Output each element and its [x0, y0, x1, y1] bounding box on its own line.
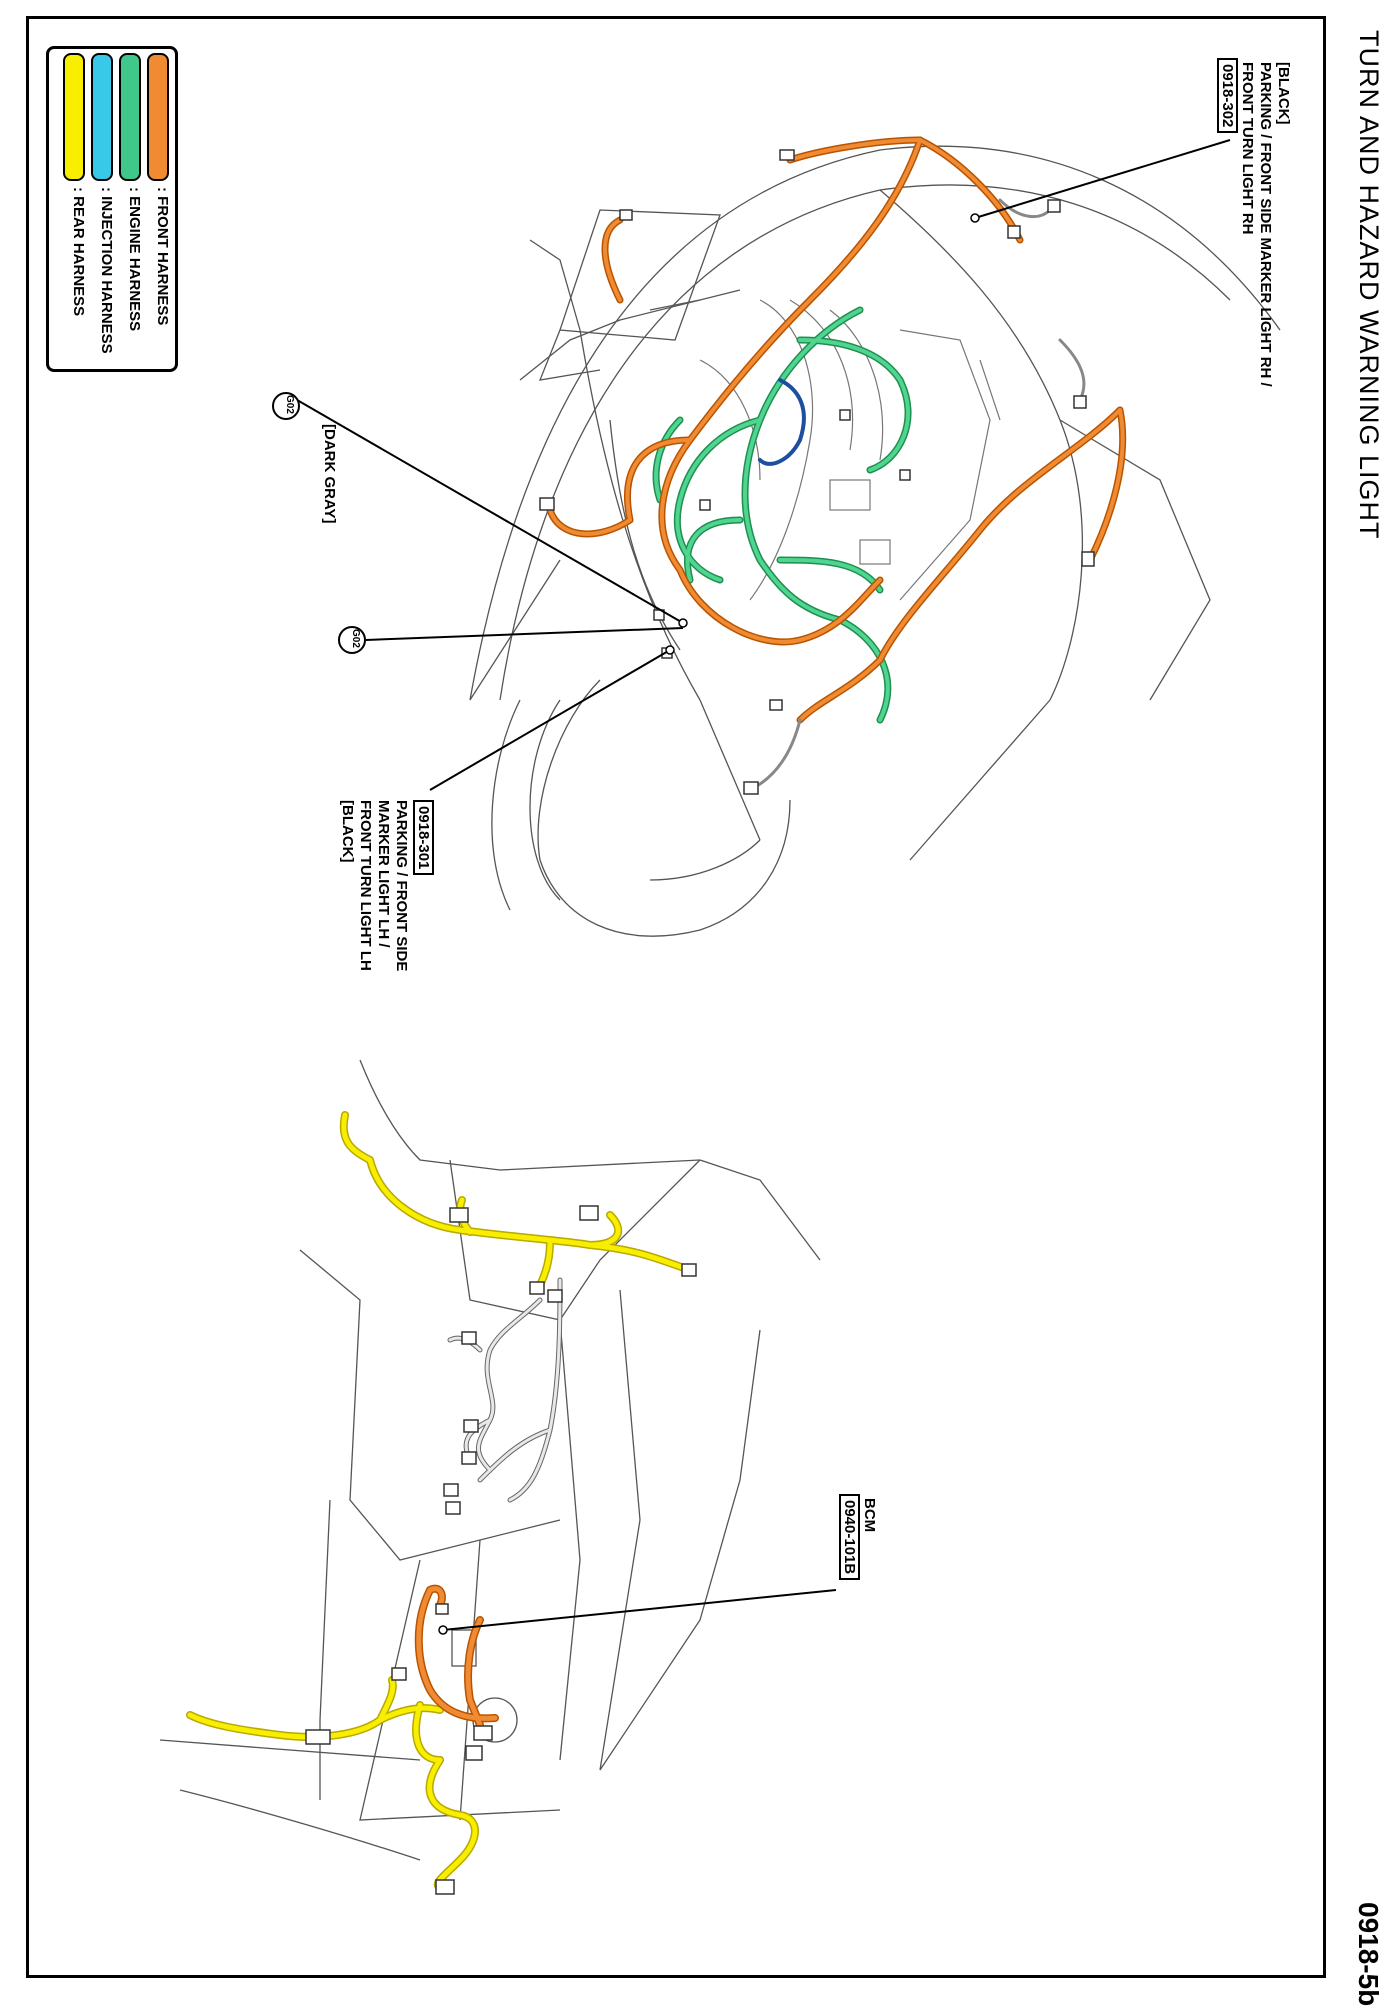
- connectors-upper: [540, 150, 1094, 794]
- lh-connector-code: 0918-301: [413, 800, 434, 875]
- ground-g02-label-2: G02: [350, 629, 361, 648]
- bcm-leader: [443, 1590, 836, 1630]
- rh-connector-code: 0918-302: [1217, 58, 1238, 133]
- legend-label-front: : FRONT HARNESS: [154, 187, 171, 326]
- lh-connector-line1: PARKING / FRONT SIDE: [393, 800, 410, 972]
- page-title: TURN AND HAZARD WARNING LIGHT: [1354, 30, 1384, 540]
- leader-lines-upper: [285, 140, 1230, 790]
- ground-g02-label-1: G02: [284, 395, 295, 414]
- connectors-lower: [306, 1206, 696, 1894]
- front-harness-upper: [550, 140, 1123, 720]
- rh-connector-line2: FRONT TURN LIGHT RH: [1239, 62, 1256, 235]
- rh-connector-color: [BLACK]: [1275, 62, 1292, 125]
- bcm-code: 0940-101B: [839, 1494, 860, 1580]
- engine-harness: [656, 310, 908, 720]
- legend-label-injection: : INJECTION HARNESS: [98, 187, 115, 354]
- ground-g02-color: [DARK GRAY]: [321, 424, 338, 524]
- lh-connector-line2: MARKER LIGHT LH /: [375, 800, 392, 948]
- rh-connector-line1: PARKING / FRONT SIDE MARKER LIGHT RH /: [1257, 62, 1274, 387]
- page-number: 0918-5b: [1353, 1902, 1384, 2006]
- bcm-name: BCM: [861, 1498, 878, 1533]
- legend-label-rear: : REAR HARNESS: [70, 187, 87, 317]
- engine-bay-outline: [470, 146, 1280, 936]
- gray-harness-lower: [450, 1280, 560, 1500]
- lh-connector-line3: FRONT TURN LIGHT LH: [357, 800, 374, 971]
- gray-leads-upper: [750, 200, 1084, 790]
- rear-harness: [190, 1115, 690, 1890]
- injection-harness: [760, 380, 804, 464]
- legend-label-engine: : ENGINE HARNESS: [126, 187, 143, 332]
- lh-connector-color: [BLACK]: [339, 800, 356, 863]
